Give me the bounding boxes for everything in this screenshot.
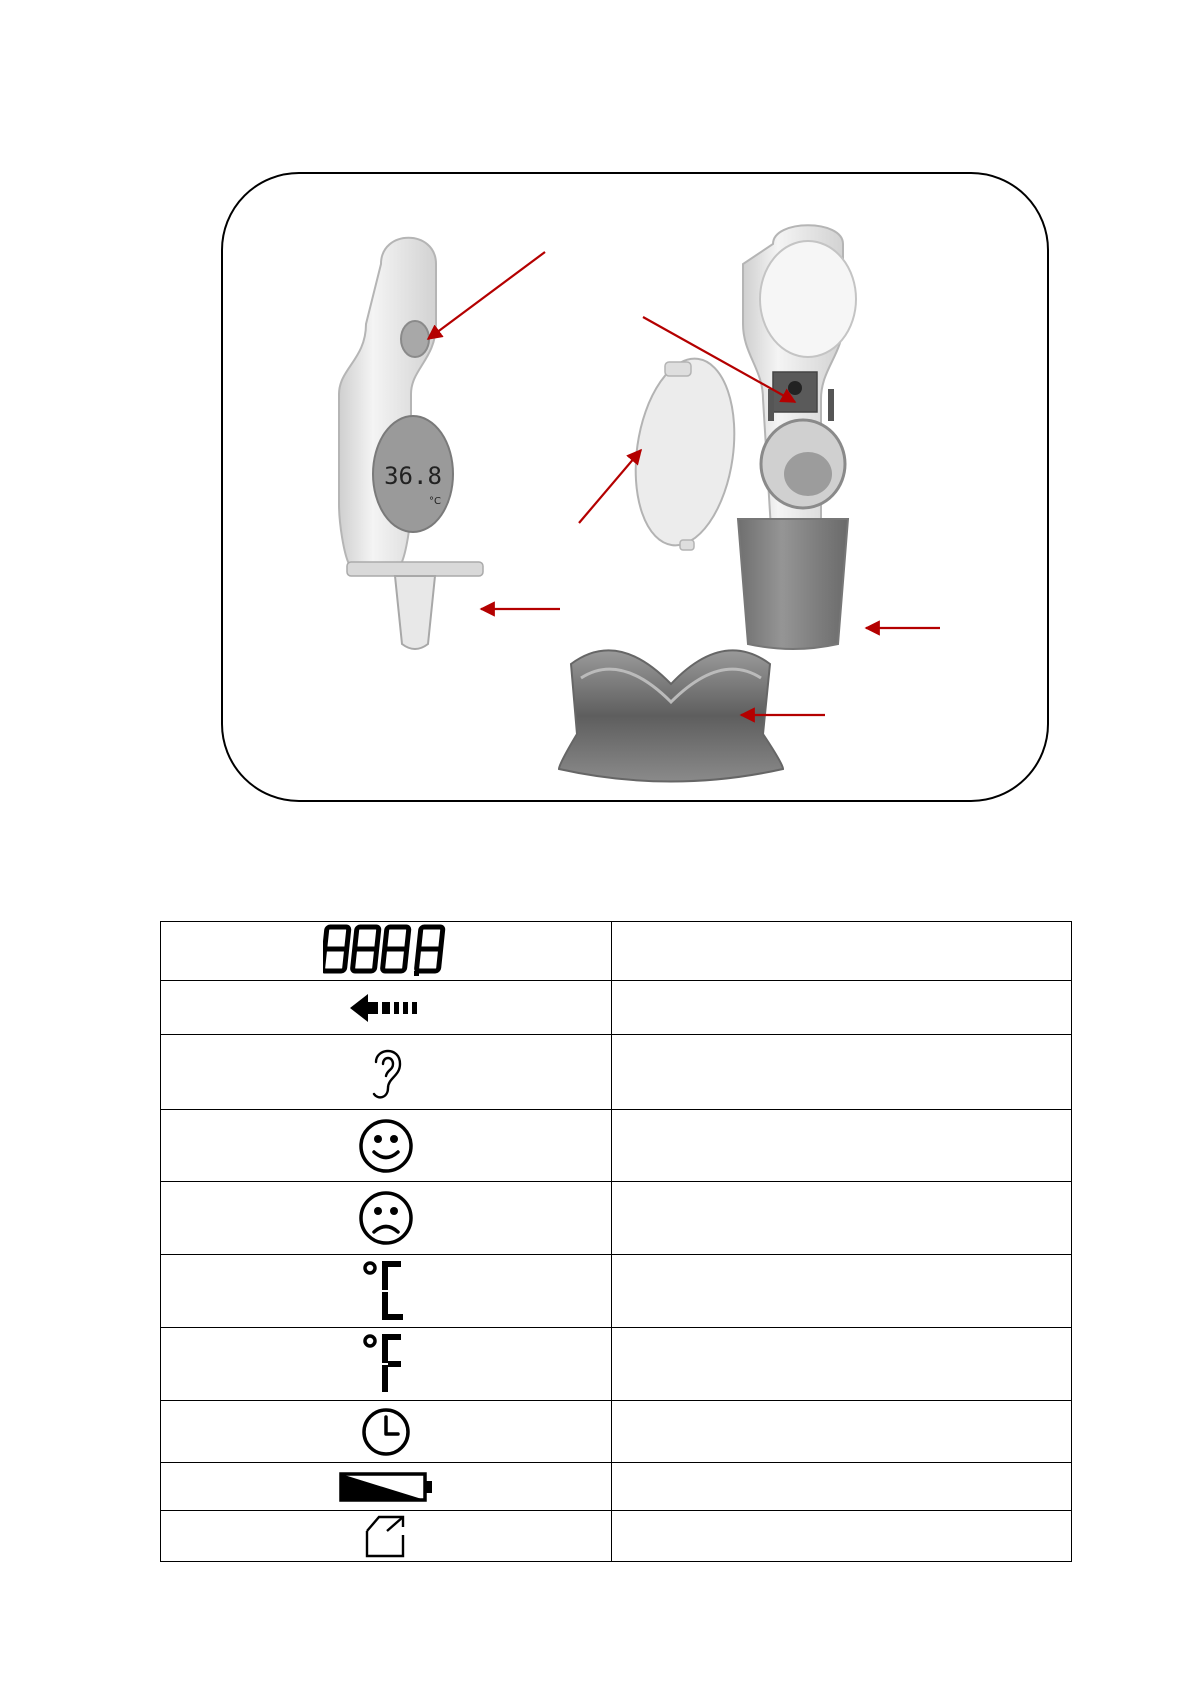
scan-button	[401, 321, 429, 357]
battery-cover	[624, 352, 745, 552]
table-row	[161, 1511, 1072, 1562]
grip	[738, 519, 848, 649]
table-row	[161, 1110, 1072, 1182]
arrow-left-dashes-icon	[348, 990, 424, 1026]
celsius-icon	[361, 1259, 411, 1323]
probe-collar	[347, 562, 483, 576]
table-row	[161, 1463, 1072, 1511]
probe-tip	[395, 576, 435, 649]
symbol-description	[612, 1511, 1072, 1562]
symbol-description	[612, 1328, 1072, 1401]
table-row	[161, 1255, 1072, 1328]
table-row	[161, 922, 1072, 981]
symbol-description	[612, 1401, 1072, 1463]
lcd-digits-888-8-icon	[323, 923, 449, 979]
device-photo-panel	[221, 172, 1049, 802]
symbol-description	[612, 922, 1072, 981]
symbol-description	[612, 1255, 1072, 1328]
sad-face-icon	[356, 1188, 416, 1248]
callout-arrow-cover	[579, 450, 641, 523]
low-battery-icon	[338, 1471, 434, 1503]
table-row	[161, 981, 1072, 1035]
symbol-description	[612, 1110, 1072, 1182]
table-row	[161, 1182, 1072, 1255]
smiley-face-icon	[356, 1116, 416, 1176]
symbol-description	[612, 981, 1072, 1035]
table-row	[161, 1401, 1072, 1463]
symbol-description	[612, 1182, 1072, 1255]
table-row	[161, 1035, 1072, 1110]
display-symbol-table	[160, 921, 1072, 1562]
symbol-description	[612, 1035, 1072, 1110]
thermometer-front-view	[339, 238, 483, 649]
callout-arrow-button	[428, 252, 545, 339]
clock-icon	[359, 1405, 413, 1459]
symbol-description	[612, 1463, 1072, 1511]
lcd-reading: 36.8	[384, 462, 442, 490]
device-illustration	[223, 174, 1051, 804]
table-row	[161, 1328, 1072, 1401]
memory-icon	[363, 1513, 409, 1559]
ear-icon	[366, 1042, 406, 1102]
lcd-unit: °C	[429, 496, 441, 507]
fahrenheit-icon	[361, 1332, 411, 1396]
battery-contact	[788, 381, 802, 395]
thermometer-back-view	[738, 225, 856, 649]
